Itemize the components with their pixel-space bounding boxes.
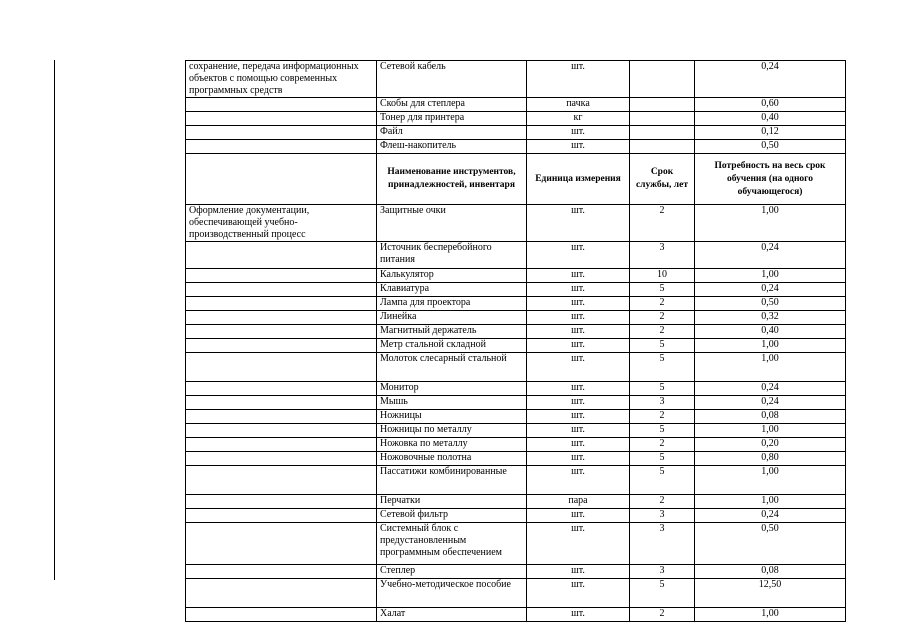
item-unit: шт. <box>527 283 630 297</box>
table-row <box>186 608 846 622</box>
item-need: 0,08 <box>695 565 846 579</box>
group-cell <box>186 283 377 297</box>
table-row <box>186 311 846 325</box>
header-unit: Единица измерения <box>527 154 630 205</box>
item-unit: шт. <box>527 424 630 438</box>
table-header-row <box>186 154 846 205</box>
item-unit: шт. <box>527 325 630 339</box>
item-term <box>630 126 695 140</box>
item-term <box>630 61 695 98</box>
item-unit: пачка <box>527 98 630 112</box>
item-term: 5 <box>630 452 695 466</box>
item-unit: шт. <box>527 205 630 242</box>
item-name: Магнитный держатель <box>377 325 527 339</box>
table-row <box>186 98 846 112</box>
item-term <box>630 112 695 126</box>
table-row <box>186 339 846 353</box>
item-unit: шт. <box>527 126 630 140</box>
item-term <box>630 140 695 154</box>
item-term: 2 <box>630 325 695 339</box>
item-name: Монитор <box>377 382 527 396</box>
item-name: Файл <box>377 126 527 140</box>
table-row <box>186 565 846 579</box>
group-cell <box>186 112 377 126</box>
equipment-table <box>185 60 846 622</box>
item-need: 0,50 <box>695 140 846 154</box>
header-name: Наименование инструментов, принадлежностей, инвентаря <box>377 154 527 205</box>
item-name: Источник бесперебойного питания <box>377 242 527 269</box>
header-need: Потребность на весь срок обучения (на одного обучающегося) <box>695 154 846 205</box>
group-cell <box>186 579 377 608</box>
table-row <box>186 353 846 382</box>
item-name: Защитные очки <box>377 205 527 242</box>
item-term: 5 <box>630 466 695 495</box>
item-name: Скобы для степлера <box>377 98 527 112</box>
item-term: 5 <box>630 382 695 396</box>
item-term: 5 <box>630 353 695 382</box>
item-name: Тонер для принтера <box>377 112 527 126</box>
item-unit: шт. <box>527 466 630 495</box>
header-term: Срок службы, лет <box>630 154 695 205</box>
table-row <box>186 509 846 523</box>
item-need: 1,00 <box>695 608 846 622</box>
table-row <box>186 242 846 269</box>
group-cell <box>186 339 377 353</box>
item-need: 0,32 <box>695 311 846 325</box>
item-need: 0,80 <box>695 452 846 466</box>
group-cell <box>186 424 377 438</box>
item-unit: шт. <box>527 311 630 325</box>
item-term: 5 <box>630 339 695 353</box>
item-need: 1,00 <box>695 466 846 495</box>
item-name: Сетевой кабель <box>377 61 527 98</box>
group-cell <box>186 353 377 382</box>
item-name: Степлер <box>377 565 527 579</box>
page-margin-line <box>54 60 55 580</box>
group-cell <box>186 565 377 579</box>
table-row <box>186 579 846 608</box>
item-unit: шт. <box>527 438 630 452</box>
table-row <box>186 382 846 396</box>
item-name: Перчатки <box>377 495 527 509</box>
item-name: Флеш-накопитель <box>377 140 527 154</box>
item-name: Калькулятор <box>377 269 527 283</box>
group-label: сохранение, передача информационных объектов с помощью современных программных средств <box>186 61 377 98</box>
item-need: 0,20 <box>695 438 846 452</box>
item-unit: шт. <box>527 140 630 154</box>
item-unit: шт. <box>527 608 630 622</box>
group-cell <box>186 382 377 396</box>
item-term: 3 <box>630 565 695 579</box>
item-term: 2 <box>630 438 695 452</box>
group-cell <box>186 523 377 565</box>
item-unit: шт. <box>527 579 630 608</box>
group-cell <box>186 98 377 112</box>
table-row <box>186 410 846 424</box>
item-unit: шт. <box>527 61 630 98</box>
table-row <box>186 283 846 297</box>
item-name: Халат <box>377 608 527 622</box>
item-term: 3 <box>630 242 695 269</box>
item-term: 2 <box>630 495 695 509</box>
item-name: Ножницы <box>377 410 527 424</box>
table-row <box>186 325 846 339</box>
item-name: Пассатижи комбинированные <box>377 466 527 495</box>
group-cell <box>186 325 377 339</box>
item-need: 1,00 <box>695 205 846 242</box>
item-need: 0,50 <box>695 297 846 311</box>
table-row <box>186 466 846 495</box>
item-need: 1,00 <box>695 495 846 509</box>
item-name: Метр стальной складной <box>377 339 527 353</box>
item-need: 12,50 <box>695 579 846 608</box>
item-need: 1,00 <box>695 424 846 438</box>
item-term: 2 <box>630 311 695 325</box>
table-row <box>186 126 846 140</box>
item-need: 0,40 <box>695 112 846 126</box>
item-unit: шт. <box>527 353 630 382</box>
item-term: 3 <box>630 396 695 410</box>
group-cell <box>186 410 377 424</box>
item-need: 0,24 <box>695 396 846 410</box>
item-unit: шт. <box>527 242 630 269</box>
item-need: 1,00 <box>695 339 846 353</box>
table-row <box>186 424 846 438</box>
group-label: Оформление документации, обеспечивающей учебно-производственный процесс <box>186 205 377 242</box>
item-need: 0,08 <box>695 410 846 424</box>
group-cell <box>186 311 377 325</box>
item-need: 0,24 <box>695 509 846 523</box>
group-cell <box>186 140 377 154</box>
group-cell <box>186 126 377 140</box>
table-row <box>186 297 846 311</box>
group-cell <box>186 154 377 205</box>
item-term: 3 <box>630 509 695 523</box>
item-unit: шт. <box>527 269 630 283</box>
item-need: 0,24 <box>695 382 846 396</box>
item-name: Сетевой фильтр <box>377 509 527 523</box>
table-row <box>186 269 846 283</box>
group-cell <box>186 269 377 283</box>
table-row <box>186 495 846 509</box>
item-term: 5 <box>630 579 695 608</box>
item-term: 2 <box>630 410 695 424</box>
item-unit: шт. <box>527 565 630 579</box>
item-unit: шт. <box>527 452 630 466</box>
item-unit: шт. <box>527 339 630 353</box>
item-name: Клавиатура <box>377 283 527 297</box>
item-term: 2 <box>630 205 695 242</box>
item-name: Молоток слесарный стальной <box>377 353 527 382</box>
item-term <box>630 98 695 112</box>
item-term: 5 <box>630 283 695 297</box>
item-need: 0,24 <box>695 61 846 98</box>
item-unit: пара <box>527 495 630 509</box>
item-name: Ножовочные полотна <box>377 452 527 466</box>
group-cell <box>186 438 377 452</box>
item-name: Лампа для проектора <box>377 297 527 311</box>
table-row <box>186 205 846 242</box>
table-row <box>186 523 846 565</box>
table-row <box>186 396 846 410</box>
item-unit: шт. <box>527 509 630 523</box>
equipment-table-body <box>186 61 846 622</box>
table-row <box>186 452 846 466</box>
group-cell <box>186 242 377 269</box>
item-term: 10 <box>630 269 695 283</box>
item-need: 0,24 <box>695 242 846 269</box>
group-cell <box>186 297 377 311</box>
item-unit: шт. <box>527 523 630 565</box>
group-cell <box>186 495 377 509</box>
item-unit: шт. <box>527 297 630 311</box>
item-need: 0,60 <box>695 98 846 112</box>
item-unit: кг <box>527 112 630 126</box>
table-row <box>186 438 846 452</box>
item-unit: шт. <box>527 410 630 424</box>
table-row <box>186 140 846 154</box>
item-term: 3 <box>630 523 695 565</box>
group-cell <box>186 396 377 410</box>
item-name: Ножницы по металлу <box>377 424 527 438</box>
item-need: 1,00 <box>695 353 846 382</box>
item-name: Мышь <box>377 396 527 410</box>
item-need: 0,24 <box>695 283 846 297</box>
item-need: 0,12 <box>695 126 846 140</box>
table-row <box>186 112 846 126</box>
table-row <box>186 61 846 98</box>
item-name: Учебно-методическое пособие <box>377 579 527 608</box>
item-need: 1,00 <box>695 269 846 283</box>
item-name: Линейка <box>377 311 527 325</box>
item-name: Системный блок с предустановленным программным обеспечением <box>377 523 527 565</box>
group-cell <box>186 452 377 466</box>
item-unit: шт. <box>527 396 630 410</box>
item-term: 2 <box>630 608 695 622</box>
item-need: 0,40 <box>695 325 846 339</box>
item-need: 0,50 <box>695 523 846 565</box>
group-cell <box>186 608 377 622</box>
item-term: 2 <box>630 297 695 311</box>
item-term: 5 <box>630 424 695 438</box>
group-cell <box>186 509 377 523</box>
item-unit: шт. <box>527 382 630 396</box>
group-cell <box>186 466 377 495</box>
item-name: Ножовка по металлу <box>377 438 527 452</box>
